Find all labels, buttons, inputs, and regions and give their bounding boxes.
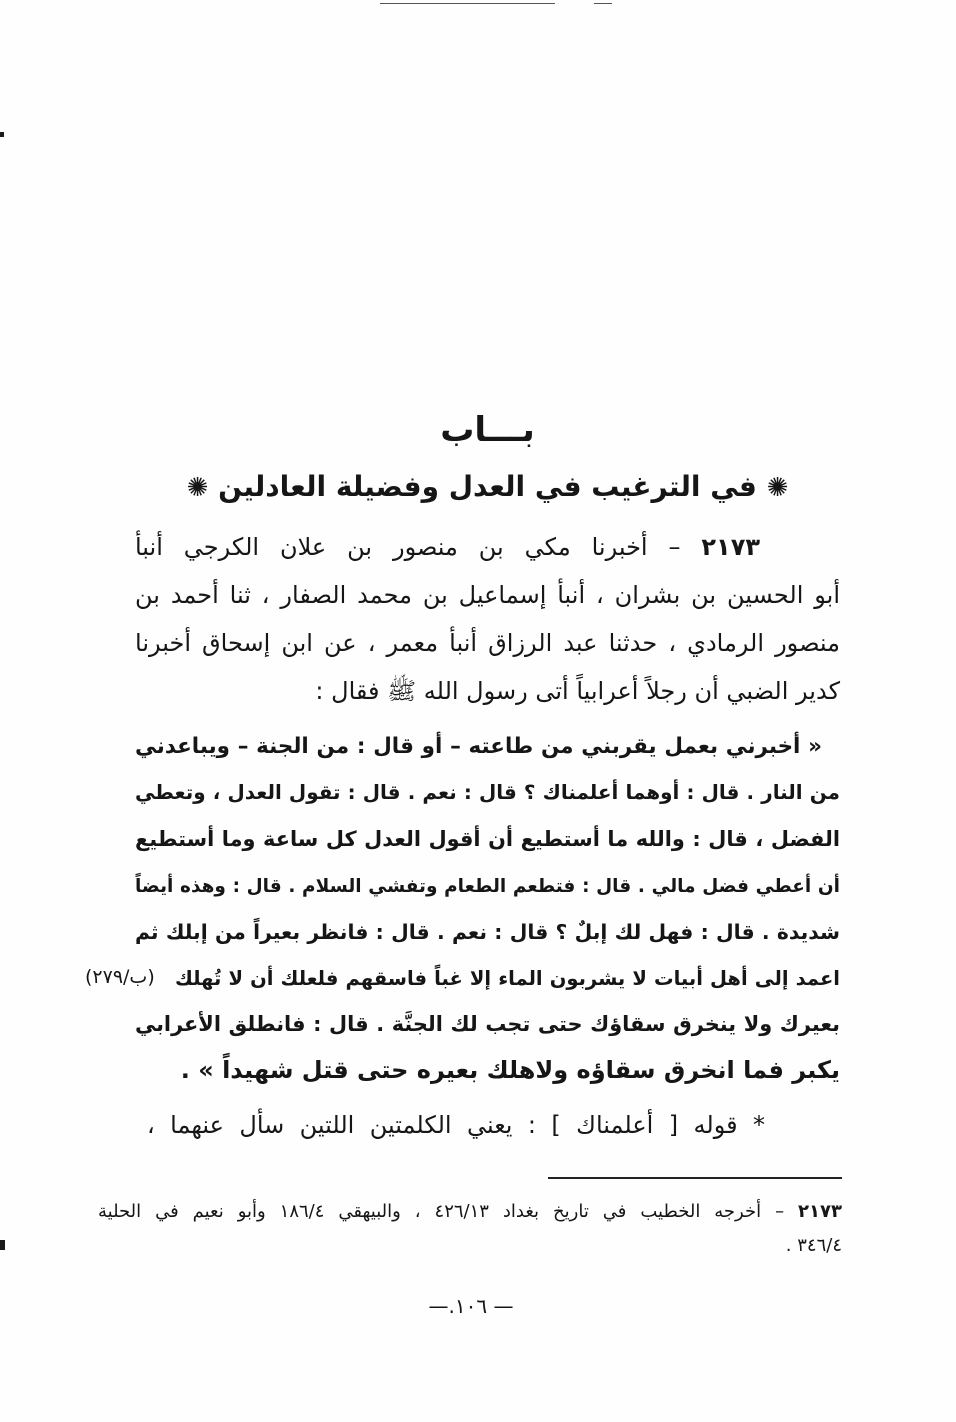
note-text: * قوله [ أعلمناك ] : يعني الكلمتين اللتين سأل عنهما ، — [147, 1111, 765, 1139]
matn-line — [135, 815, 840, 861]
note-paragraph — [135, 1102, 840, 1148]
footnote-number: ٢١٧٣ — [798, 1201, 842, 1222]
footnote-separator — [548, 1177, 842, 1179]
matn-text: بعيرك ولا ينخرق سقاؤك حتى تجب لك الجنَّة . قال : فانطلق الأعرابي — [135, 1012, 840, 1037]
matn-text: يكبر فما انخرق سقاؤه ولاهلك بعيره حتى قتل شهيداً » . — [180, 1055, 840, 1084]
isnad-line — [135, 667, 840, 715]
page-number: —.١٠٦ — — [428, 1294, 514, 1318]
matn-text: من النار . قال : أوهما أعلمناك ؟ قال : نعم . قال : تقول العدل ، وتعطي — [135, 781, 840, 805]
note-line — [135, 1102, 840, 1148]
folio-marker: (٢٧٩/ب) — [85, 965, 155, 988]
matn-paragraph — [85, 722, 840, 1093]
isnad-line — [135, 571, 840, 619]
matn-text: اعمد إلى أهل أبيات لا يشربون الماء إلا غباً فاسقهم فلعلك أن لا تُهلك — [175, 966, 840, 990]
footnote-text: ٣٤٦/٤ . — [785, 1235, 842, 1256]
footnote-text: – أخرجه الخطيب في تاريخ بغداد ٤٢٦/١٣ ، والبيهقي ١٨٦/٤ وأبو نعيم في الحلية — [97, 1201, 785, 1222]
chapter-title — [135, 462, 840, 512]
matn-line — [135, 722, 840, 768]
matn-line — [135, 908, 840, 954]
star-ornament-icon: ✺ — [766, 473, 789, 503]
footnote-line — [98, 1195, 842, 1229]
isnad-text: – أخبرنا مكي بن منصور بن علان الكرجي أنبأ — [134, 533, 681, 561]
matn-line — [135, 1047, 840, 1093]
matn-text: الفضل ، قال : والله ما أستطيع أن أقول العدل كل ساعة وما أستطيع — [135, 826, 840, 851]
matn-line — [85, 954, 840, 1000]
chapter-title-text: في الترغيب في العدل وفضيلة العادلين — [218, 470, 757, 503]
matn-line — [135, 1000, 840, 1046]
isnad-paragraph — [135, 523, 840, 715]
matn-line — [135, 768, 840, 814]
chapter-heading: بـــاب — [440, 410, 535, 450]
matn-line — [135, 861, 840, 907]
matn-text: شديدة . قال : فهل لك إبلٌ ؟ قال : نعم . قال : فانظر بعيراً من إبلك ثم — [135, 919, 840, 944]
matn-text: « أخبرني بعمل يقربني من طاعته – أو قال : من الجنة – ويباعدني — [135, 734, 822, 759]
footnote — [98, 1195, 842, 1263]
isnad-line — [135, 523, 840, 571]
footnote-line — [98, 1229, 842, 1263]
scan-speck — [0, 132, 4, 137]
scan-artifact-line — [594, 3, 612, 4]
scan-speck — [0, 1240, 5, 1250]
isnad-text: كدير الضبي أن رجلاً أعرابياً أتى رسول الله ﷺ فقال : — [315, 677, 840, 705]
isnad-line — [135, 619, 840, 667]
matn-text: أن أعطي فضل مالي . قال : فتطعم الطعام وتفشي السلام . قال : وهذه أيضاً — [135, 876, 840, 898]
star-ornament-icon: ✺ — [186, 473, 209, 503]
scan-artifact-line — [380, 3, 555, 4]
isnad-text: منصور الرمادي ، حدثنا عبد الرزاق أنبأ معمر ، عن ابن إسحاق أخبرنا — [135, 629, 840, 657]
hadith-number: ٢١٧٣ — [701, 533, 760, 561]
isnad-text: أبو الحسين بن بشران ، أنبأ إسماعيل بن محمد الصفار ، ثنا أحمد بن — [135, 581, 840, 609]
